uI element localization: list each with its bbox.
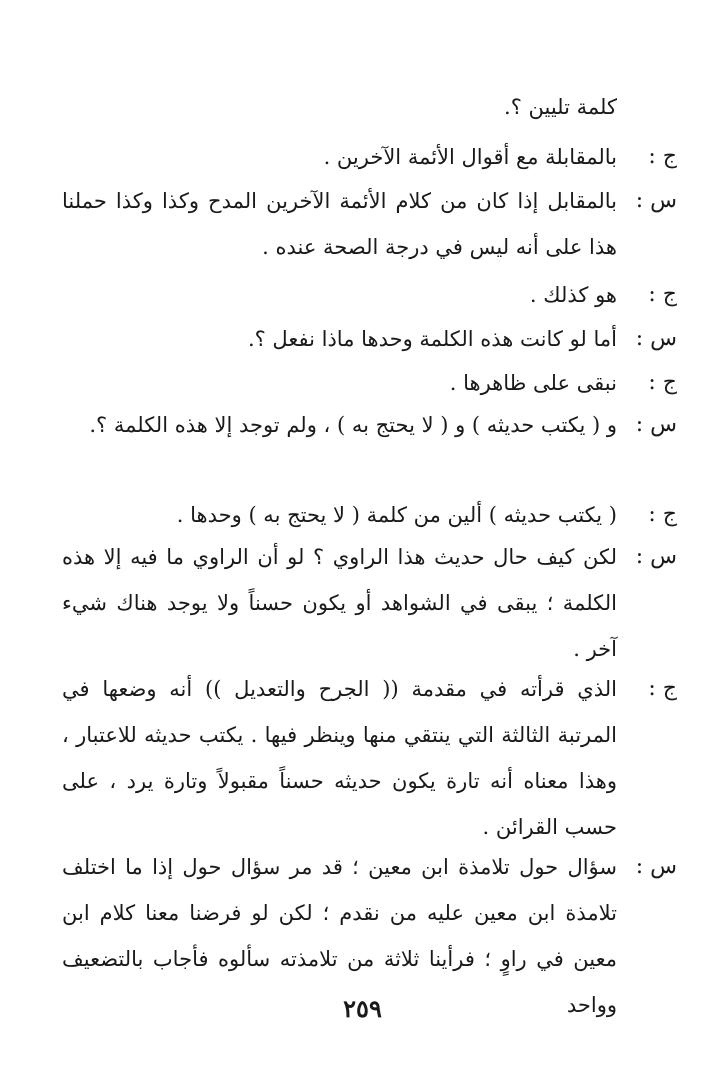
entry-text: نبقى على ظاهرها .	[449, 371, 617, 395]
entry-text: هو كذلك .	[529, 283, 617, 307]
answer-label: ج :	[648, 282, 677, 307]
answer-label: ج :	[648, 676, 677, 701]
question-label: س :	[635, 326, 677, 351]
entry-text: بالمقابل إذا كان من كلام الأئمة الآخرين المدح وكذا وكذا حملنا هذا على أنه ليس في درجة الصحة عنده .	[62, 189, 617, 259]
question-label: س :	[635, 188, 677, 213]
entry-text: سؤال حول تلامذة ابن معين ؛ قد مر سؤال حول إذا ما اختلف تلامذة ابن معين عليه من نقدم ؛ لكن لو فرضنا معنا كلام ابن معين في راوٍ ؛ فرأينا ثلاثة من تلامذته سألوه فأجاب بالتضعيف وواحد	[62, 855, 617, 1017]
entry-text: و ( يكتب حديثه ) و ( لا يحتج به ) ، ولم توجد إلا هذه الكلمة ؟.	[89, 413, 617, 437]
question-label: س :	[635, 412, 677, 437]
entry-text: لكن كيف حال حديث هذا الراوي ؟ لو أن الراوي ما فيه إلا هذه الكلمة ؛ يبقى في الشواهد أو يكون حسناً ولا يوجد هناك شيء آخر .	[62, 545, 617, 661]
question-label: س :	[635, 544, 677, 569]
answer-label: ج :	[648, 502, 677, 527]
answer-label: ج :	[648, 144, 677, 169]
entry-text: الذي قرأته في مقدمة (( الجرح والتعديل )) أنه وضعها في المرتبة الثالثة التي ينتقي منها وينظر فيها . يكتب حديثه للاعتبار ، وهذا معناه أنه تارة يكون حديثه حسناً مقبولاً وتارة يرد ، على حسب القرائن .	[62, 677, 617, 839]
page-number: ٢٥٩	[343, 994, 382, 1023]
entry-text: أما لو كانت هذه الكلمة وحدها ماذا نفعل ؟.	[247, 327, 617, 351]
question-label: س :	[635, 854, 677, 879]
entry-text: بالمقابلة مع أقوال الأئمة الآخرين .	[323, 145, 617, 169]
entry-text: ( يكتب حديثه ) ألين من كلمة ( لا يحتج به ) وحدها .	[176, 503, 617, 527]
entry-text: كلمة تليين ؟.	[504, 95, 617, 119]
answer-label: ج :	[648, 370, 677, 395]
